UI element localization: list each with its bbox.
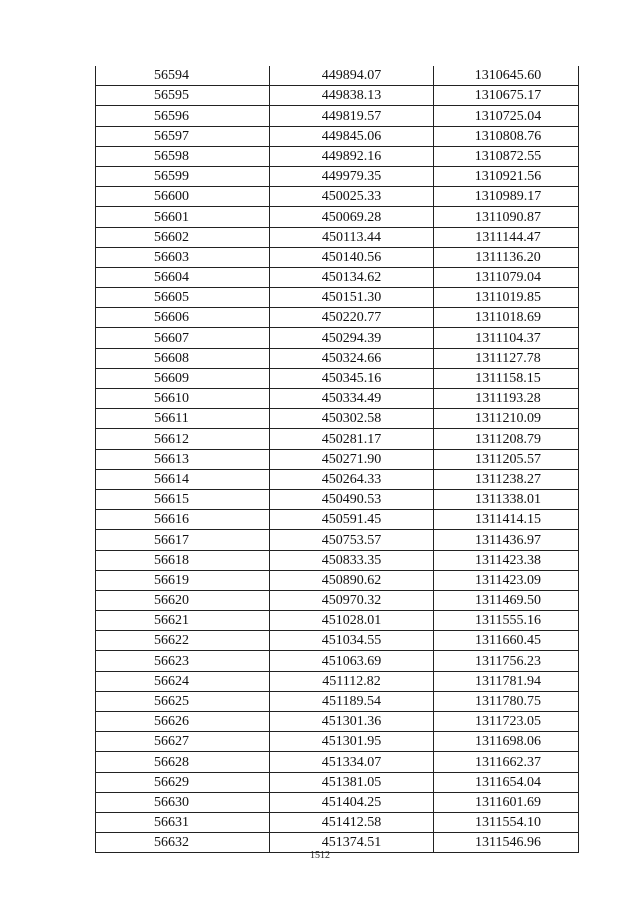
y-coordinate-cell: 1310675.17 (434, 86, 579, 106)
coordinates-table (95, 66, 579, 853)
x-coordinate-cell: 451301.36 (270, 712, 434, 732)
point-id-cell: 56630 (96, 792, 270, 812)
table-row (96, 772, 579, 792)
y-coordinate-cell: 1311158.15 (434, 368, 579, 388)
x-coordinate-cell: 450753.57 (270, 530, 434, 550)
y-coordinate-cell: 1311546.96 (434, 833, 579, 853)
x-coordinate-cell: 450025.33 (270, 187, 434, 207)
point-id-cell: 56594 (96, 66, 270, 86)
point-id-cell: 56612 (96, 429, 270, 449)
coordinates-table-body (96, 66, 579, 853)
y-coordinate-cell: 1311554.10 (434, 812, 579, 832)
y-coordinate-cell: 1310989.17 (434, 187, 579, 207)
point-id-cell: 56615 (96, 489, 270, 509)
point-id-cell: 56631 (96, 812, 270, 832)
x-coordinate-cell: 450069.28 (270, 207, 434, 227)
table-row (96, 187, 579, 207)
table-row (96, 66, 579, 86)
x-coordinate-cell: 449892.16 (270, 146, 434, 166)
y-coordinate-cell: 1311205.57 (434, 449, 579, 469)
y-coordinate-cell: 1311208.79 (434, 429, 579, 449)
y-coordinate-cell: 1310725.04 (434, 106, 579, 126)
y-coordinate-cell: 1311079.04 (434, 267, 579, 287)
point-id-cell: 56598 (96, 146, 270, 166)
table-row (96, 510, 579, 530)
table-row (96, 570, 579, 590)
table-row (96, 550, 579, 570)
y-coordinate-cell: 1311210.09 (434, 409, 579, 429)
point-id-cell: 56599 (96, 166, 270, 186)
table-row (96, 86, 579, 106)
table-row (96, 752, 579, 772)
y-coordinate-cell: 1311555.16 (434, 611, 579, 631)
point-id-cell: 56606 (96, 308, 270, 328)
y-coordinate-cell: 1311144.47 (434, 227, 579, 247)
table-row (96, 489, 579, 509)
y-coordinate-cell: 1311127.78 (434, 348, 579, 368)
x-coordinate-cell: 450591.45 (270, 510, 434, 530)
point-id-cell: 56628 (96, 752, 270, 772)
table-row (96, 611, 579, 631)
x-coordinate-cell: 450302.58 (270, 409, 434, 429)
point-id-cell: 56625 (96, 691, 270, 711)
table-row (96, 792, 579, 812)
x-coordinate-cell: 451412.58 (270, 812, 434, 832)
point-id-cell: 56603 (96, 247, 270, 267)
y-coordinate-cell: 1310808.76 (434, 126, 579, 146)
point-id-cell: 56621 (96, 611, 270, 631)
point-id-cell: 56610 (96, 389, 270, 409)
x-coordinate-cell: 450140.56 (270, 247, 434, 267)
x-coordinate-cell: 451112.82 (270, 671, 434, 691)
y-coordinate-cell: 1311423.38 (434, 550, 579, 570)
x-coordinate-cell: 451381.05 (270, 772, 434, 792)
x-coordinate-cell: 451189.54 (270, 691, 434, 711)
table-row (96, 288, 579, 308)
table-row (96, 691, 579, 711)
table-row (96, 530, 579, 550)
table-row (96, 348, 579, 368)
x-coordinate-cell: 451334.07 (270, 752, 434, 772)
point-id-cell: 56620 (96, 590, 270, 610)
x-coordinate-cell: 450345.16 (270, 368, 434, 388)
x-coordinate-cell: 450281.17 (270, 429, 434, 449)
y-coordinate-cell: 1311723.05 (434, 712, 579, 732)
table-row (96, 712, 579, 732)
point-id-cell: 56595 (96, 86, 270, 106)
x-coordinate-cell: 450151.30 (270, 288, 434, 308)
y-coordinate-cell: 1311662.37 (434, 752, 579, 772)
y-coordinate-cell: 1311780.75 (434, 691, 579, 711)
point-id-cell: 56608 (96, 348, 270, 368)
table-row (96, 469, 579, 489)
table-row (96, 812, 579, 832)
x-coordinate-cell: 450271.90 (270, 449, 434, 469)
point-id-cell: 56604 (96, 267, 270, 287)
point-id-cell: 56617 (96, 530, 270, 550)
y-coordinate-cell: 1311781.94 (434, 671, 579, 691)
point-id-cell: 56622 (96, 631, 270, 651)
x-coordinate-cell: 449838.13 (270, 86, 434, 106)
x-coordinate-cell: 450833.35 (270, 550, 434, 570)
y-coordinate-cell: 1311601.69 (434, 792, 579, 812)
point-id-cell: 56596 (96, 106, 270, 126)
table-row (96, 267, 579, 287)
table-row (96, 449, 579, 469)
point-id-cell: 56611 (96, 409, 270, 429)
x-coordinate-cell: 450490.53 (270, 489, 434, 509)
table-row (96, 429, 579, 449)
y-coordinate-cell: 1311104.37 (434, 328, 579, 348)
x-coordinate-cell: 451404.25 (270, 792, 434, 812)
y-coordinate-cell: 1311136.20 (434, 247, 579, 267)
table-row (96, 651, 579, 671)
point-id-cell: 56600 (96, 187, 270, 207)
x-coordinate-cell: 451028.01 (270, 611, 434, 631)
point-id-cell: 56629 (96, 772, 270, 792)
point-id-cell: 56624 (96, 671, 270, 691)
point-id-cell: 56623 (96, 651, 270, 671)
point-id-cell: 56609 (96, 368, 270, 388)
point-id-cell: 56616 (96, 510, 270, 530)
point-id-cell: 56614 (96, 469, 270, 489)
table-row (96, 590, 579, 610)
point-id-cell: 56618 (96, 550, 270, 570)
x-coordinate-cell: 449819.57 (270, 106, 434, 126)
y-coordinate-cell: 1310645.60 (434, 66, 579, 86)
point-id-cell: 56619 (96, 570, 270, 590)
table-row (96, 631, 579, 651)
y-coordinate-cell: 1311090.87 (434, 207, 579, 227)
x-coordinate-cell: 451063.69 (270, 651, 434, 671)
y-coordinate-cell: 1311660.45 (434, 631, 579, 651)
table-row (96, 247, 579, 267)
x-coordinate-cell: 450324.66 (270, 348, 434, 368)
x-coordinate-cell: 450334.49 (270, 389, 434, 409)
y-coordinate-cell: 1311423.09 (434, 570, 579, 590)
x-coordinate-cell: 450264.33 (270, 469, 434, 489)
table-row (96, 106, 579, 126)
table-row (96, 328, 579, 348)
table-row (96, 368, 579, 388)
table-row (96, 146, 579, 166)
table-row (96, 207, 579, 227)
y-coordinate-cell: 1311654.04 (434, 772, 579, 792)
y-coordinate-cell: 1311338.01 (434, 489, 579, 509)
table-row (96, 166, 579, 186)
y-coordinate-cell: 1311469.50 (434, 590, 579, 610)
x-coordinate-cell: 451301.95 (270, 732, 434, 752)
table-row (96, 227, 579, 247)
x-coordinate-cell: 450113.44 (270, 227, 434, 247)
x-coordinate-cell: 450890.62 (270, 570, 434, 590)
point-id-cell: 56626 (96, 712, 270, 732)
y-coordinate-cell: 1311436.97 (434, 530, 579, 550)
y-coordinate-cell: 1311756.23 (434, 651, 579, 671)
x-coordinate-cell: 449845.06 (270, 126, 434, 146)
table-row (96, 671, 579, 691)
point-id-cell: 56627 (96, 732, 270, 752)
x-coordinate-cell: 450970.32 (270, 590, 434, 610)
x-coordinate-cell: 451034.55 (270, 631, 434, 651)
table-row (96, 409, 579, 429)
point-id-cell: 56605 (96, 288, 270, 308)
x-coordinate-cell: 450134.62 (270, 267, 434, 287)
x-coordinate-cell: 450220.77 (270, 308, 434, 328)
table-row (96, 389, 579, 409)
y-coordinate-cell: 1311018.69 (434, 308, 579, 328)
y-coordinate-cell: 1311238.27 (434, 469, 579, 489)
point-id-cell: 56607 (96, 328, 270, 348)
point-id-cell: 56601 (96, 207, 270, 227)
y-coordinate-cell: 1311414.15 (434, 510, 579, 530)
x-coordinate-cell: 450294.39 (270, 328, 434, 348)
page-number: 1512 (310, 850, 330, 861)
x-coordinate-cell: 449979.35 (270, 166, 434, 186)
y-coordinate-cell: 1310921.56 (434, 166, 579, 186)
table-row (96, 126, 579, 146)
y-coordinate-cell: 1311193.28 (434, 389, 579, 409)
y-coordinate-cell: 1311019.85 (434, 288, 579, 308)
point-id-cell: 56632 (96, 833, 270, 853)
point-id-cell: 56613 (96, 449, 270, 469)
table-row (96, 732, 579, 752)
table-row (96, 308, 579, 328)
x-coordinate-cell: 449894.07 (270, 66, 434, 86)
point-id-cell: 56602 (96, 227, 270, 247)
y-coordinate-cell: 1311698.06 (434, 732, 579, 752)
x-coordinate-cell: 451374.51 (270, 833, 434, 853)
point-id-cell: 56597 (96, 126, 270, 146)
y-coordinate-cell: 1310872.55 (434, 146, 579, 166)
